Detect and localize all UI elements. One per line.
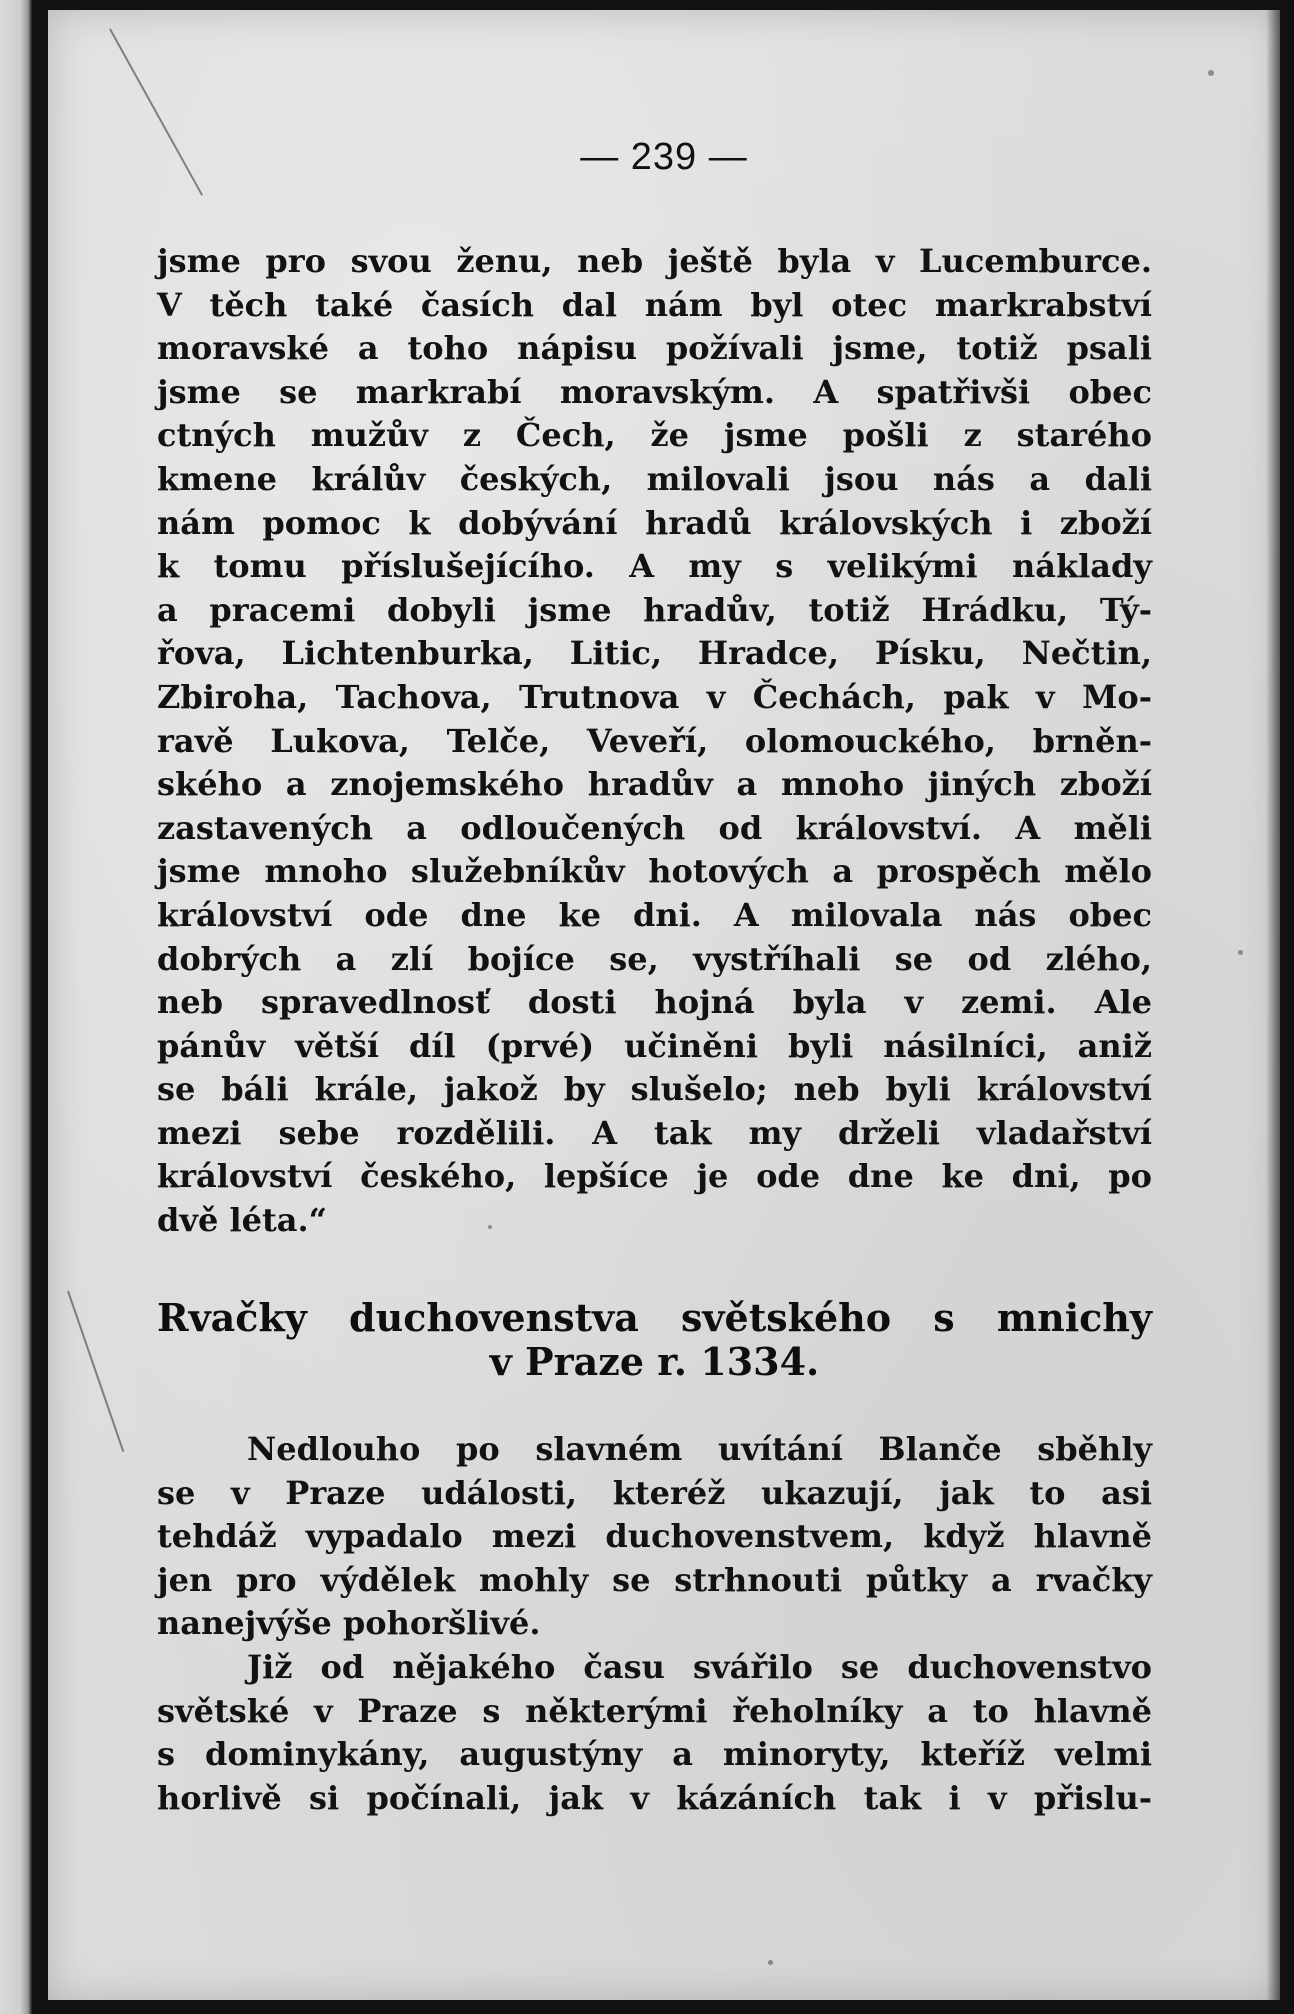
text-line: nanejvýše pohoršlivé. [157, 1604, 541, 1643]
book-page [48, 10, 1280, 2000]
text-line: ravě Lukova, Telče, Veveří, olomouckého, brněn- [157, 721, 1152, 760]
text-line: horlivě si počínali, jak v kázáních tak i v přislu- [157, 1778, 1152, 1817]
paper-speck [1238, 950, 1243, 955]
text-line: se báli krále, jakož by slušelo; neb byli království [157, 1070, 1152, 1109]
paper-speck [1208, 70, 1214, 76]
text-line: světské v Praze s některými řeholníky a to hlavně [157, 1691, 1152, 1730]
text-line: jsme se markrabí moravským. A spatřivši obec [157, 372, 1152, 411]
text-line: V těch také časích dal nám byl otec markrabství [157, 285, 1152, 324]
text-line: jsme pro svou ženu, neb ještě byla v Lucemburce. [157, 242, 1152, 280]
section-body [157, 1428, 1152, 1820]
text-line: dvě léta.“ [157, 1201, 328, 1240]
text-line: a pracemi dobyli jsme hradův, totiž Hrádku, Tý- [157, 590, 1152, 629]
text-line: moravské a toho nápisu požívali jsme, totiž psali [157, 329, 1152, 368]
text-line: dobrých a zlí bojíce se, vystříhali se od zlého, [157, 939, 1152, 978]
text-line: Již od nějakého času svářilo se duchovenstvo [247, 1647, 1152, 1686]
page-shadow-edge [1266, 10, 1280, 2000]
text-line: jen pro výdělek mohly se strhnouti půtky a rvačky [157, 1560, 1152, 1599]
paper-speck [768, 1960, 773, 1965]
text-line: mezi sebe rozdělili. A tak my drželi vladařství [157, 1113, 1152, 1152]
text-line: s dominykány, augustýny a minoryty, kteříž velmi [157, 1735, 1152, 1774]
adjacent-page-edge [0, 0, 32, 2014]
text-line: pánův větší díl (prvé) učiněni byli násilníci, aniž [157, 1026, 1152, 1065]
text-line: řova, Lichtenburka, Litic, Hradce, Písku, Nečtin, [157, 634, 1152, 673]
text-line: království českého, lepšíce je ode dne ke dni, po [157, 1157, 1152, 1196]
heading-line: v Praze r. 1334. [489, 1339, 820, 1384]
paper-speck [488, 1225, 492, 1229]
text-line: zastavených a odloučených od království. A měli [157, 808, 1152, 847]
text-line: neb spravedlnosť dosti hojná byla v zemi. Ale [157, 983, 1152, 1022]
page-number: — 239 — [580, 136, 748, 178]
text-line: jsme mnoho služebníkův hotových a prospěch mělo [157, 852, 1152, 891]
text-line: Zbiroha, Tachova, Trutnova v Čechách, pak v Mo- [157, 677, 1152, 716]
section-heading [157, 1296, 1152, 1384]
fold-crease-bottom [67, 1291, 124, 1452]
text-line: Nedlouho po slavném uvítání Blanče sběhly [247, 1430, 1152, 1468]
text-line: k tomu příslušejícího. A my s velikými náklady [157, 547, 1152, 586]
text-line: království ode dne ke dni. A milovala nás obec [157, 895, 1152, 934]
text-line: ctných mužův z Čech, že jsme pošli z starého [157, 416, 1152, 455]
heading-line: Rvačky duchovenstva světského s mnichy [157, 1295, 1152, 1340]
text-line: kmene králův českých, milovali jsou nás a dali [157, 459, 1152, 498]
text-line: ského a znojemského hradův a mnoho jiných zboží [157, 765, 1152, 804]
continuation-paragraph [157, 240, 1152, 1243]
text-line: nám pomoc k dobývání hradů královských i zboží [157, 503, 1152, 542]
text-line: se v Praze události, kteréž ukazují, jak to asi [157, 1473, 1152, 1512]
text-line: tehdáž vypadalo mezi duchovenstvem, když hlavně [157, 1517, 1152, 1556]
